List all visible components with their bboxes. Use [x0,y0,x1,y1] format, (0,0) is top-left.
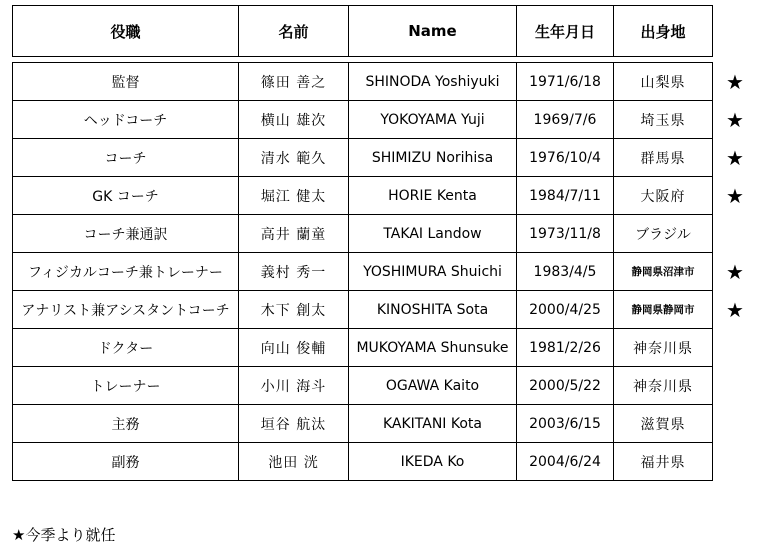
role-cell: ドクター [13,329,239,367]
birthdate-cell: 1976/10/4 [517,139,614,177]
name-jp-cell: 池田 洸 [239,443,349,481]
name-en-cell: SHINODA Yoshiyuki [349,63,517,101]
name-en-cell: TAKAI Landow [349,215,517,253]
birthdate-cell: 2004/6/24 [517,443,614,481]
name-jp-cell: 義村 秀一 [239,253,349,291]
role-cell: コーチ兼通訳 [13,215,239,253]
name-en-cell: IKEDA Ko [349,443,517,481]
name-en-cell: OGAWA Kaito [349,367,517,405]
origin-cell: 滋賀県 [614,405,713,443]
new-staff-markers [722,0,748,555]
new-staff-star-icon: ★ [726,69,744,94]
birthdate-cell: 1973/11/8 [517,215,614,253]
role-cell: 監督 [13,63,239,101]
table-row [13,63,713,101]
table-row [13,101,713,139]
name-jp-cell: 垣谷 航汰 [239,405,349,443]
name-jp-cell: 篠田 善之 [239,63,349,101]
name-en-cell: KINOSHITA Sota [349,291,517,329]
origin-cell: 静岡県沼津市 [614,253,713,291]
new-staff-star-icon: ★ [726,183,744,208]
table-row [13,291,713,329]
footnote: ★今季より就任 [12,526,116,544]
header-name-jp: 名前 [239,6,349,57]
birthdate-cell: 2000/5/22 [517,367,614,405]
birthdate-cell: 2003/6/15 [517,405,614,443]
origin-cell: 神奈川県 [614,367,713,405]
origin-cell: 静岡県静岡市 [614,291,713,329]
role-cell: 主務 [13,405,239,443]
table-row [13,405,713,443]
staff-table [12,5,713,481]
role-cell: フィジカルコーチ兼トレーナー [13,253,239,291]
role-cell: GK コーチ [13,177,239,215]
name-en-cell: HORIE Kenta [349,177,517,215]
origin-cell: 神奈川県 [614,329,713,367]
name-en-cell: MUKOYAMA Shunsuke [349,329,517,367]
role-cell: アナリスト兼アシスタントコーチ [13,291,239,329]
origin-cell: 大阪府 [614,177,713,215]
table-row [13,329,713,367]
new-staff-star-icon: ★ [726,297,744,322]
header-role: 役職 [13,6,239,57]
header-birthdate: 生年月日 [517,6,614,57]
table-row [13,139,713,177]
name-jp-cell: 小川 海斗 [239,367,349,405]
birthdate-cell: 2000/4/25 [517,291,614,329]
table-row [13,367,713,405]
name-jp-cell: 清水 範久 [239,139,349,177]
name-en-cell: YOKOYAMA Yuji [349,101,517,139]
birthdate-cell: 1983/4/5 [517,253,614,291]
name-en-cell: YOSHIMURA Shuichi [349,253,517,291]
new-staff-star-icon: ★ [726,145,744,170]
origin-cell: 埼玉県 [614,101,713,139]
new-staff-star-icon: ★ [726,107,744,132]
origin-cell: ブラジル [614,215,713,253]
origin-cell: 群馬県 [614,139,713,177]
role-cell: コーチ [13,139,239,177]
name-jp-cell: 横山 雄次 [239,101,349,139]
table-header-row [13,6,713,57]
birthdate-cell: 1969/7/6 [517,101,614,139]
table-row [13,253,713,291]
origin-cell: 福井県 [614,443,713,481]
name-en-cell: SHIMIZU Norihisa [349,139,517,177]
name-jp-cell: 高井 蘭童 [239,215,349,253]
header-name-en: Name [349,6,517,57]
role-cell: ヘッドコーチ [13,101,239,139]
header-origin: 出身地 [614,6,713,57]
origin-cell: 山梨県 [614,63,713,101]
role-cell: トレーナー [13,367,239,405]
new-staff-star-icon: ★ [726,259,744,284]
birthdate-cell: 1981/2/26 [517,329,614,367]
name-jp-cell: 木下 創太 [239,291,349,329]
table-row [13,443,713,481]
birthdate-cell: 1971/6/18 [517,63,614,101]
name-jp-cell: 向山 俊輔 [239,329,349,367]
table-row [13,215,713,253]
table-row [13,177,713,215]
name-jp-cell: 堀江 健太 [239,177,349,215]
name-en-cell: KAKITANI Kota [349,405,517,443]
birthdate-cell: 1984/7/11 [517,177,614,215]
role-cell: 副務 [13,443,239,481]
